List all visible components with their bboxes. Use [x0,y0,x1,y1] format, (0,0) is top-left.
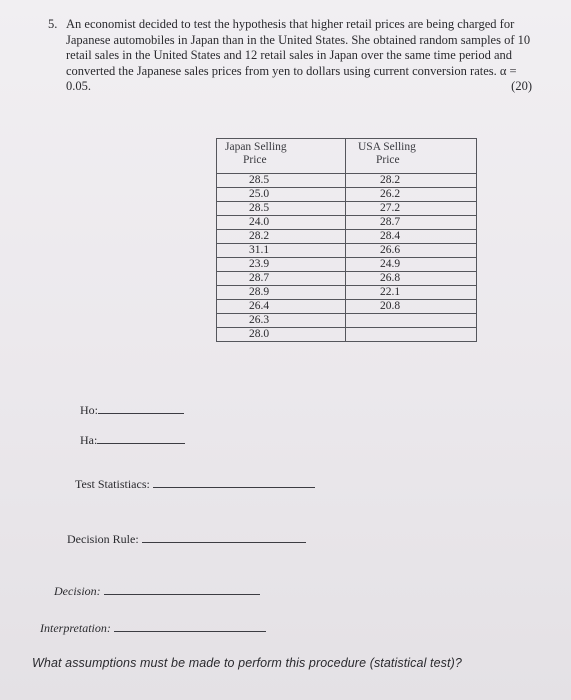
test-statistics-field [75,476,315,492]
usa-price-cell [346,314,477,328]
japan-price-cell: 23.9 [217,258,346,272]
table-row [217,272,477,286]
ho-field [80,402,184,418]
japan-price-cell: 24.0 [217,216,346,230]
decision-answer-line[interactable] [104,583,260,595]
table-row [217,258,477,272]
test-statistics-answer-line[interactable] [153,476,315,488]
table-row [217,286,477,300]
usa-price-cell: 28.7 [346,216,477,230]
decision-rule-field [67,531,306,547]
ho-answer-line[interactable] [98,402,184,414]
usa-price-cell: 26.2 [346,188,477,202]
japan-price-cell: 28.7 [217,272,346,286]
interpretation-answer-line[interactable] [114,620,266,632]
table-header-row [217,139,477,174]
table-row [217,300,477,314]
usa-price-cell: 28.4 [346,230,477,244]
usa-price-cell: 26.6 [346,244,477,258]
interpretation-label: Interpretation: [40,621,111,635]
decision-field [54,583,260,599]
ha-field [80,432,185,448]
assumptions-question: What assumptions must be made to perform this procedure (statistical test)? [32,656,462,670]
usa-price-cell: 28.2 [346,174,477,188]
usa-price-cell: 27.2 [346,202,477,216]
japan-price-cell: 25.0 [217,188,346,202]
japan-price-cell: 31.1 [217,244,346,258]
ha-label: Ha: [80,433,98,447]
table-row [217,202,477,216]
ho-label: Ho: [80,403,98,417]
question-text: An economist decided to test the hypothesis that higher retail prices are being charged for Japanese automobiles in Japan than in the United States. She obtained random samples of 10 retail sales in the United States and 12 retail sales in Japan over the same time period and converted the Japanese sales prices from yen to dollars using current conversion rates. α = 0.05. [66,17,531,93]
table-row [217,216,477,230]
header-japan-line1: Japan Selling [225,141,287,153]
question-points: (20) [511,79,532,93]
japan-price-cell: 28.9 [217,286,346,300]
ha-answer-line[interactable] [97,432,185,444]
table-row [217,244,477,258]
header-usa [346,139,477,174]
question-5 [48,17,538,95]
japan-price-cell: 26.3 [217,314,346,328]
table-row [217,314,477,328]
decision-rule-label: Decision Rule: [67,532,139,546]
decision-label: Decision: [54,584,101,598]
table-row [217,230,477,244]
usa-price-cell [346,328,477,342]
question-number: 5. [48,17,58,31]
japan-price-cell: 28.5 [217,174,346,188]
header-usa-line1: USA Selling [358,141,416,153]
japan-price-cell: 28.5 [217,202,346,216]
table-row [217,174,477,188]
test-statistics-label: Test Statistiacs: [75,477,150,491]
usa-price-cell: 20.8 [346,300,477,314]
japan-price-cell: 28.2 [217,230,346,244]
usa-price-cell: 22.1 [346,286,477,300]
price-table [216,138,477,342]
japan-price-cell: 28.0 [217,328,346,342]
usa-price-cell: 24.9 [346,258,477,272]
table-row [217,328,477,342]
header-usa-line2: Price [376,154,400,166]
decision-rule-answer-line[interactable] [142,531,306,543]
interpretation-field [40,620,266,636]
japan-price-cell: 26.4 [217,300,346,314]
usa-price-cell: 26.8 [346,272,477,286]
header-japan [217,139,346,174]
table-row [217,188,477,202]
header-japan-line2: Price [243,154,267,166]
